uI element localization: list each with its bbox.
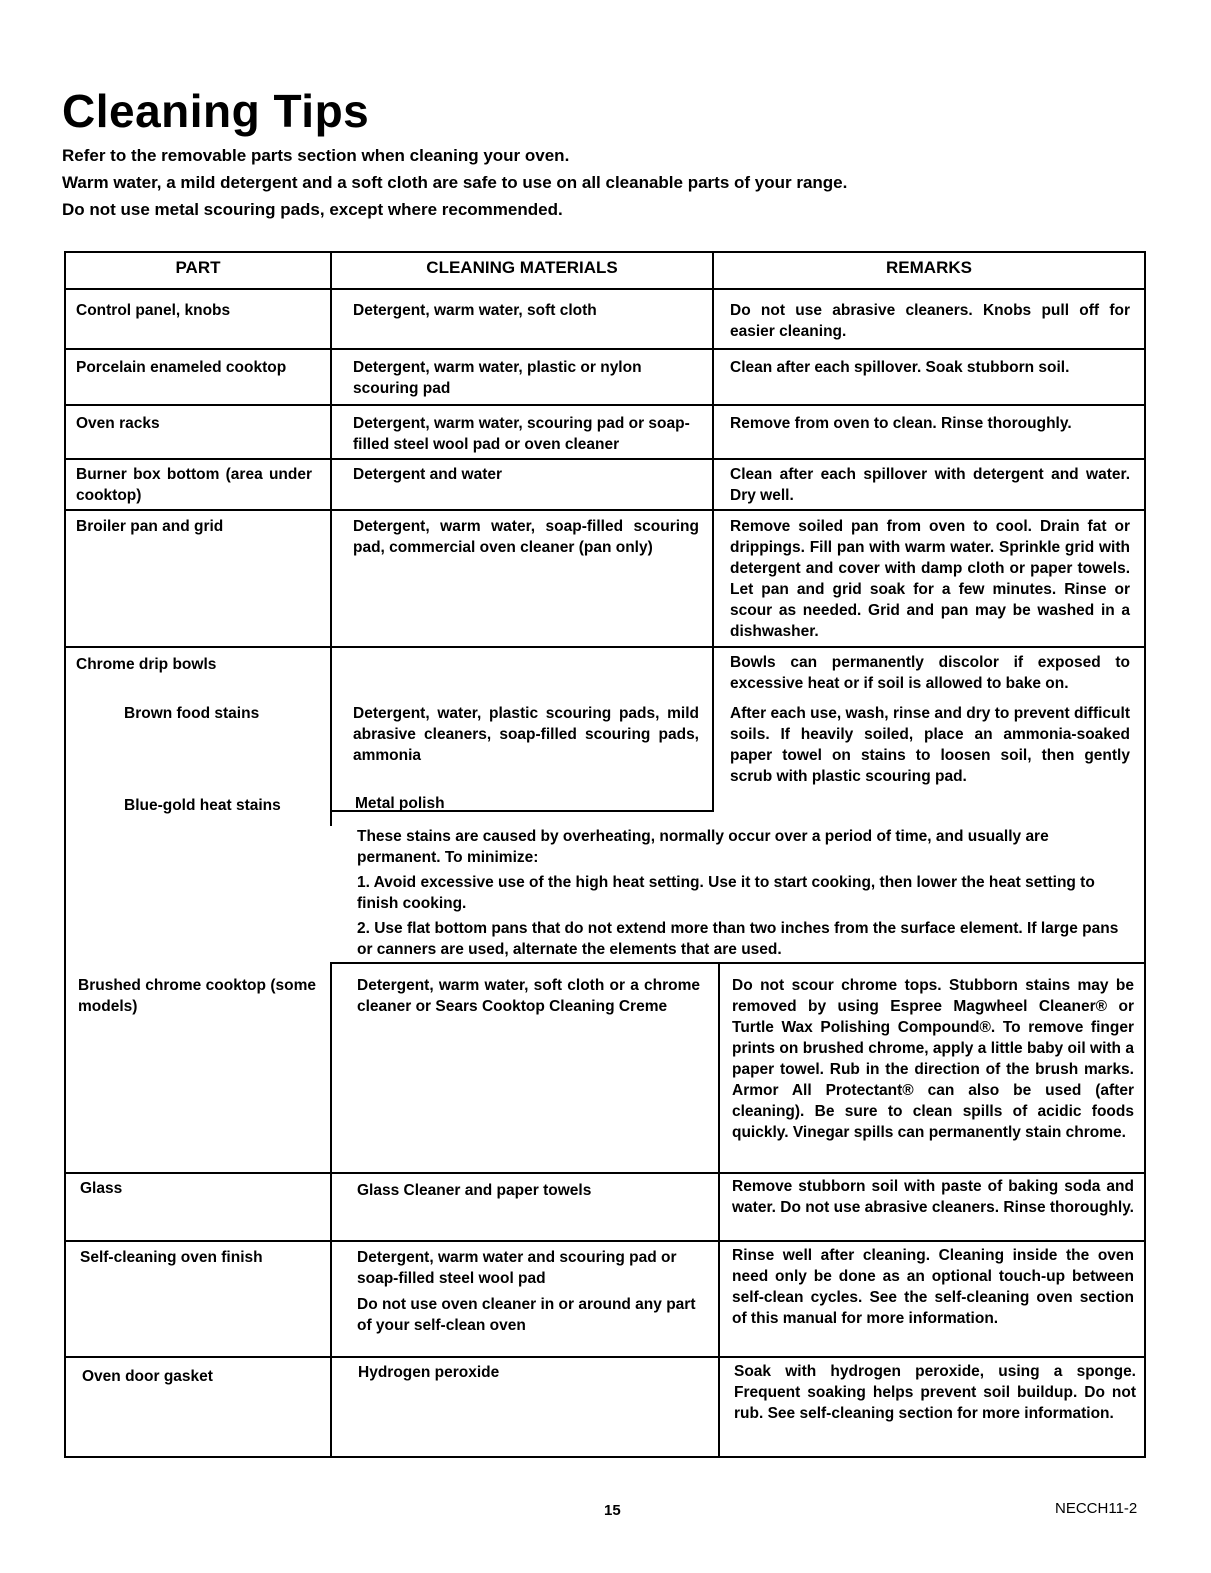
materials-cell: Metal polish <box>355 795 445 812</box>
part-cell: Self-cleaning oven finish <box>80 1249 263 1266</box>
page-title: Cleaning Tips <box>62 85 370 137</box>
materials-cell: Detergent, warm water, soft cloth <box>353 302 597 319</box>
part-cell: Oven door gasket <box>82 1368 213 1385</box>
materials-cell-note: Do not use oven cleaner in or around any part of your self-clean oven <box>357 1296 696 1334</box>
remarks-cell: Remove stubborn soil with paste of baking soda and water. Do not use abrasive cleaners. Rinse thoroughly. <box>732 1178 1134 1216</box>
part-cell: Burner box bottom (area under cooktop) <box>76 466 312 504</box>
remarks-cell: Clean after each spillover. Soak stubborn soil. <box>730 359 1070 376</box>
header-part: PART <box>175 258 221 277</box>
part-cell: Porcelain enameled cooktop <box>76 359 287 376</box>
remarks-cell: Soak with hydrogen peroxide, using a sponge. Frequent soaking helps prevent soil buildup. Do not rub. See self-cleaning section for more information. <box>734 1363 1136 1422</box>
materials-cell: Detergent, warm water, plastic or nylon scouring pad <box>353 359 642 397</box>
materials-cell: Detergent, water, plastic scouring pads, mild abrasive cleaners, soap-filled scouring pads, ammonia <box>353 705 699 764</box>
remarks-cell: Remove soiled pan from oven to cool. Drain fat or drippings. Fill pan with warm water. Sprinkle grid with detergent and cover with damp cloth or paper towels. Let pan and grid soak for a few minutes. Rinse or scour as needed. Grid and pan may be washed in a dishwasher. <box>730 518 1130 640</box>
intro-line-2: Warm water, a mild detergent and a soft cloth are safe to use on all cleanable parts of your range. <box>62 173 848 192</box>
part-cell: Blue-gold heat stains <box>124 797 281 814</box>
note-step-1: 1. Avoid excessive use of the high heat setting. Use it to start cooking, then lower the heat setting to finish cooking. <box>357 874 1095 912</box>
materials-cell: Detergent and water <box>353 466 503 483</box>
part-cell: Brown food stains <box>124 705 260 722</box>
header-remarks: REMARKS <box>886 258 972 277</box>
materials-cell: Hydrogen peroxide <box>358 1364 500 1381</box>
remarks-cell: Bowls can permanently discolor if exposed to excessive heat or if soil is allowed to bake on. <box>730 654 1130 692</box>
materials-cell: Detergent, warm water, soft cloth or a chrome cleaner or Sears Cooktop Cleaning Creme <box>357 977 700 1015</box>
part-cell: Chrome drip bowls <box>76 656 217 673</box>
remarks-cell: Clean after each spillover with detergent and water. Dry well. <box>730 466 1130 504</box>
intro-line-1: Refer to the removable parts section when cleaning your oven. <box>62 146 570 165</box>
part-cell: Oven racks <box>76 415 160 432</box>
part-cell: Brushed chrome cooktop (some models) <box>78 977 316 1015</box>
page-number: 15 <box>604 1502 621 1519</box>
remarks-cell: Do not use abrasive cleaners. Knobs pull off for easier cleaning. <box>730 302 1130 340</box>
materials-cell: Detergent, warm water and scouring pad or soap-filled steel wool pad <box>357 1249 677 1287</box>
part-cell: Broiler pan and grid <box>76 518 224 535</box>
note-step-2: 2. Use flat bottom pans that do not extend more than two inches from the surface element. If large pans or canners are used, alternate the elements that are used. <box>357 920 1119 958</box>
remarks-cell: Do not scour chrome tops. Stubborn stains may be removed by using Espree Magwheel Cleaner® or Turtle Wax Polishing Compound®. To remove finger prints on brushed chrome, apply a little baby oil with a paper towel. Rub in the direction of the brush marks. Armor All Protectant® can also be used (after cleaning). Be sure to clean spills of acidic foods quickly. Vinegar spills can permanently stain chrome. <box>732 977 1134 1141</box>
remarks-cell: After each use, wash, rinse and dry to prevent difficult soils. If heavily soiled, place an ammonia-soaked paper towel on stains to loosen soil, then gently scrub with plastic scouring pad. <box>730 705 1130 785</box>
note-intro: These stains are caused by overheating, normally occur over a period of time, and usually are permanent. To minimize: <box>357 828 1049 866</box>
remarks-cell: Rinse well after cleaning. Cleaning inside the oven need only be done as an optional touch-up between self-clean cycles. See the self-cleaning oven section of this manual for more information. <box>732 1247 1134 1327</box>
materials-cell: Glass Cleaner and paper towels <box>357 1182 592 1199</box>
intro-line-3: Do not use metal scouring pads, except where recommended. <box>62 200 563 219</box>
document-code: NECCH11-2 <box>1055 1500 1138 1517</box>
part-cell: Control panel, knobs <box>76 302 231 319</box>
part-cell: Glass <box>80 1180 123 1197</box>
header-materials: CLEANING MATERIALS <box>426 258 618 277</box>
remarks-cell: Remove from oven to clean. Rinse thoroughly. <box>730 415 1072 432</box>
materials-cell: Detergent, warm water, scouring pad or soap-filled steel wool pad or oven cleaner <box>353 415 690 453</box>
materials-cell: Detergent, warm water, soap-filled scouring pad, commercial oven cleaner (pan only) <box>353 518 699 556</box>
